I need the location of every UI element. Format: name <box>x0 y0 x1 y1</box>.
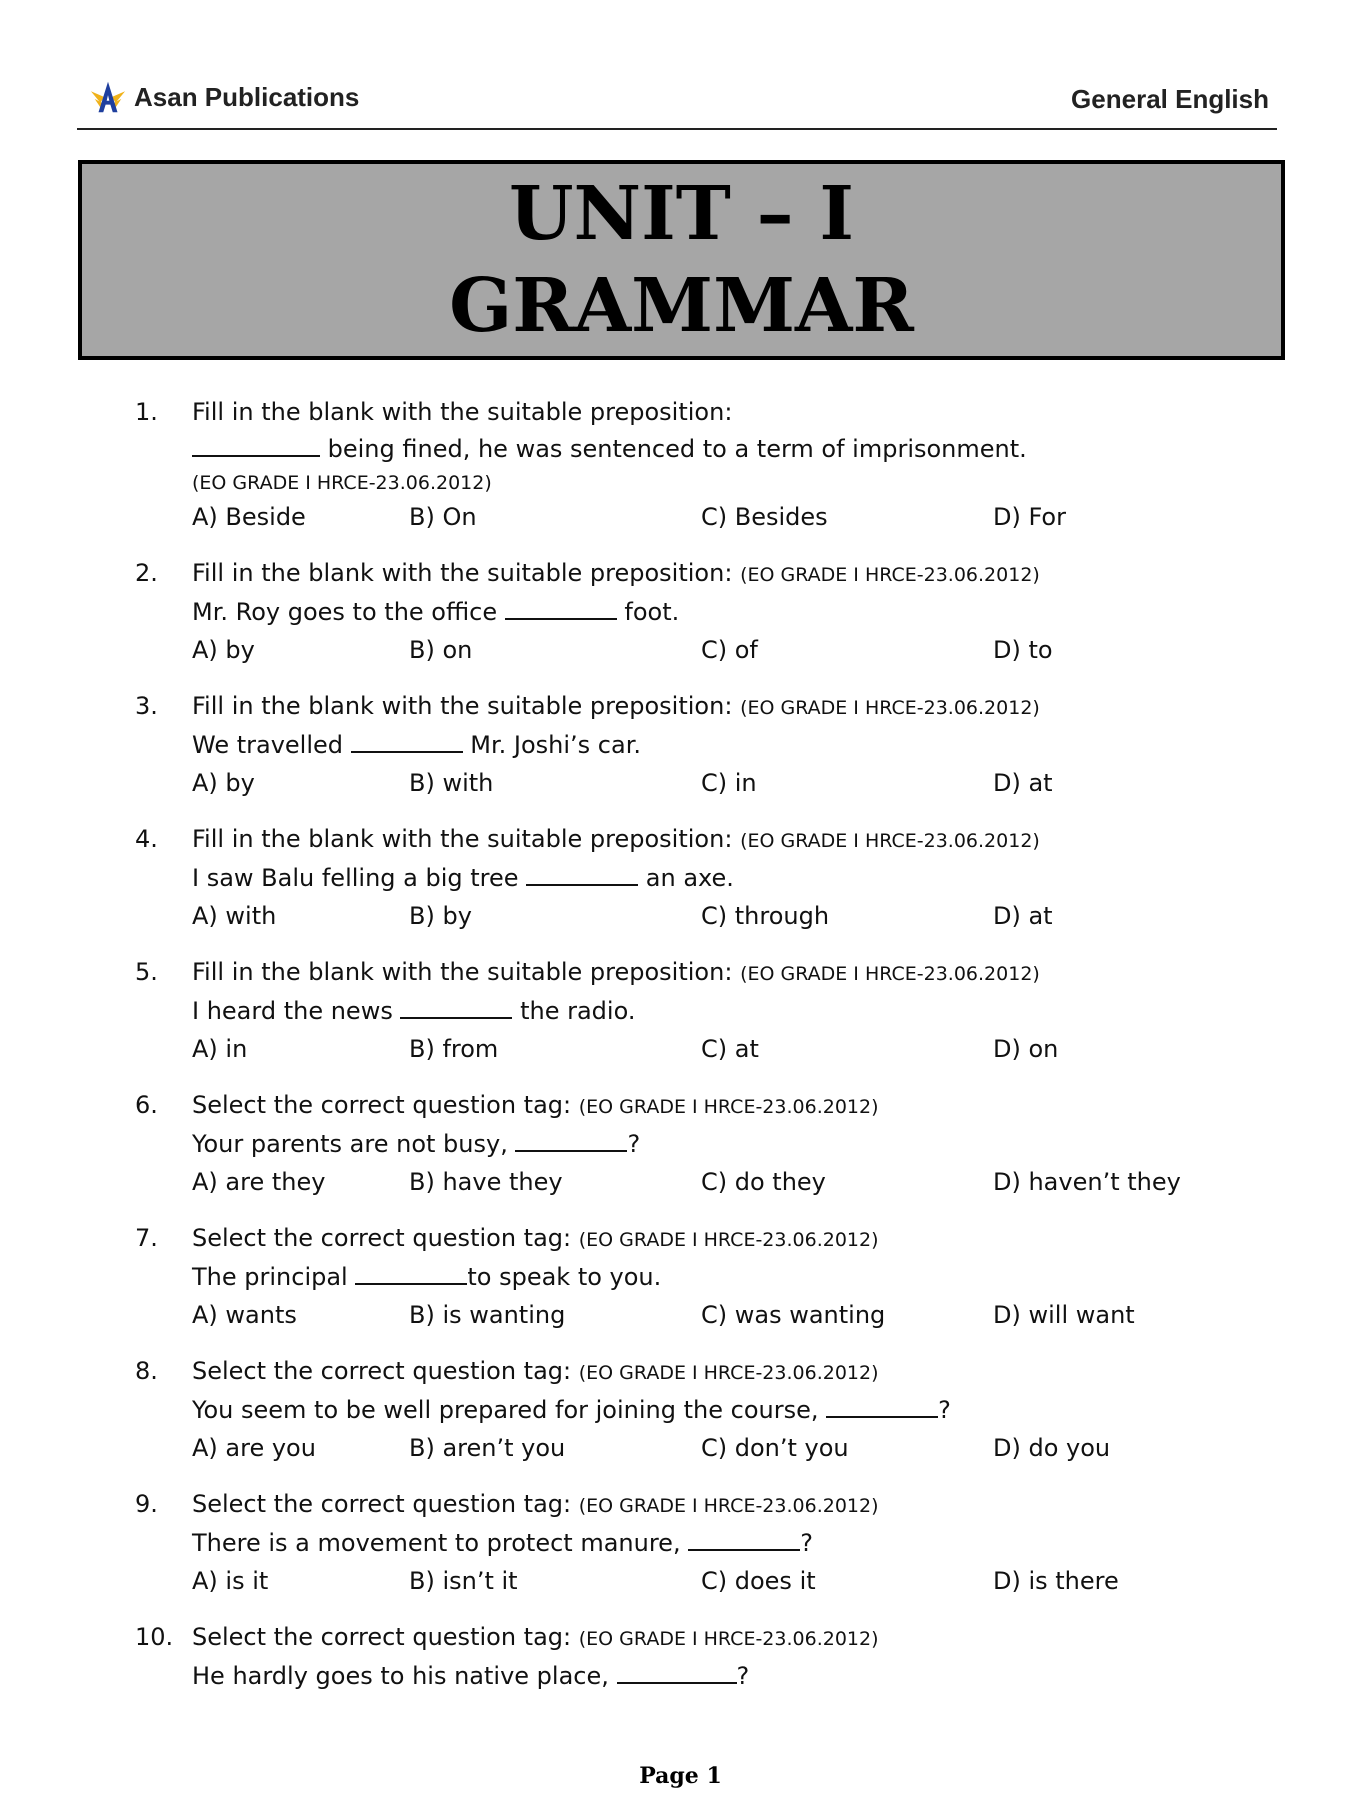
question-sentence <box>192 1259 1275 1296</box>
sentence-pre: We travelled <box>192 731 351 759</box>
sentence-blank <box>505 596 617 620</box>
question-instruction <box>192 1220 1275 1259</box>
question-number: 1. <box>135 398 158 426</box>
question-number: 2. <box>135 559 158 587</box>
question-item <box>135 1220 1275 1334</box>
options-row <box>192 1163 1275 1201</box>
question-instruction <box>192 1087 1275 1126</box>
option-b: B) with <box>409 769 494 797</box>
instruction-text: Select the correct question tag: <box>192 1224 572 1252</box>
option-c: C) Besides <box>701 503 828 531</box>
sentence-pre: He hardly goes to his native place, <box>192 1662 617 1690</box>
option-a: A) Beside <box>192 503 306 531</box>
sentence-blank <box>400 995 512 1019</box>
options-row <box>192 1030 1275 1068</box>
options-row <box>192 1562 1275 1600</box>
question-sentence <box>192 1392 1275 1429</box>
question-instruction <box>192 821 1275 860</box>
sentence-pre: Mr. Roy goes to the office <box>192 598 505 626</box>
option-c: C) at <box>701 1035 759 1063</box>
question-sentence <box>192 1658 1275 1695</box>
question-item <box>135 1353 1275 1467</box>
question-source: (EO GRADE I HRCE-23.06.2012) <box>578 1495 879 1517</box>
sentence-post: to speak to you. <box>467 1263 662 1291</box>
option-d: D) do you <box>993 1434 1111 1462</box>
question-item <box>135 821 1275 935</box>
question-source: (EO GRADE I HRCE-23.06.2012) <box>192 472 492 494</box>
sentence-blank <box>355 1261 467 1285</box>
brand <box>89 78 359 116</box>
option-a: A) by <box>192 636 255 664</box>
sentence-post: foot. <box>616 598 680 626</box>
option-a: A) are they <box>192 1168 326 1196</box>
subject-title: General English <box>1071 84 1269 114</box>
sentence-pre: I heard the news <box>192 997 401 1025</box>
options-row <box>192 1429 1275 1467</box>
question-sentence <box>192 1126 1275 1163</box>
sentence-post: an axe. <box>638 864 734 892</box>
question-instruction <box>192 555 1275 594</box>
option-d: D) is there <box>993 1567 1119 1595</box>
option-b: B) on <box>409 636 473 664</box>
sentence-pre: I saw Balu felling a big tree <box>192 864 527 892</box>
option-d: D) to <box>993 636 1053 664</box>
question-instruction <box>192 1486 1275 1525</box>
option-a: A) is it <box>192 1567 269 1595</box>
question-instruction <box>192 1353 1275 1392</box>
question-number: 7. <box>135 1224 158 1252</box>
question-number: 5. <box>135 958 158 986</box>
unit-topic: GRAMMAR <box>449 263 914 349</box>
question-source: (EO GRADE I HRCE-23.06.2012) <box>578 1096 879 1118</box>
instruction-text: Select the correct question tag: <box>192 1091 572 1119</box>
question-source: (EO GRADE I HRCE-23.06.2012) <box>740 697 1040 719</box>
option-a: A) wants <box>192 1301 297 1329</box>
option-b: B) is wanting <box>409 1301 566 1329</box>
instruction-text: Select the correct question tag: <box>192 1623 572 1651</box>
option-a: A) by <box>192 769 255 797</box>
option-a: A) are you <box>192 1434 316 1462</box>
question-source: (EO GRADE I HRCE-23.06.2012) <box>578 1229 879 1251</box>
option-c: C) does it <box>701 1567 816 1595</box>
options-row <box>192 1296 1275 1334</box>
question-instruction <box>192 394 1275 431</box>
sentence-post: Mr. Joshi’s car. <box>462 731 641 759</box>
question-source: (EO GRADE I HRCE-23.06.2012) <box>578 1628 879 1650</box>
option-c: C) in <box>701 769 757 797</box>
sentence-post: the radio. <box>512 997 636 1025</box>
question-sentence <box>192 993 1275 1030</box>
page-number: Page 1 <box>639 1763 722 1789</box>
sentence-post: ? <box>938 1396 951 1424</box>
option-b: B) have they <box>409 1168 563 1196</box>
sentence-blank <box>617 1660 737 1684</box>
question-sentence <box>192 727 1275 764</box>
question-instruction <box>192 1619 1275 1658</box>
option-d: D) will want <box>993 1301 1135 1329</box>
option-b: B) from <box>409 1035 499 1063</box>
sentence-pre: There is a movement to protect manure, <box>192 1529 689 1557</box>
sentence-blank <box>826 1394 938 1418</box>
sentence-post: ? <box>627 1130 641 1158</box>
question-source: (EO GRADE I HRCE-23.06.2012) <box>740 830 1040 852</box>
sentence-blank <box>526 862 638 886</box>
question-source: (EO GRADE I HRCE-23.06.2012) <box>740 564 1040 586</box>
option-d: D) on <box>993 1035 1059 1063</box>
question-number: 8. <box>135 1357 158 1385</box>
question-item <box>135 1619 1275 1695</box>
instruction-text: Select the correct question tag: <box>192 1357 572 1385</box>
question-item <box>135 1486 1275 1600</box>
question-source: (EO GRADE I HRCE-23.06.2012) <box>740 963 1040 985</box>
sentence-post: ? <box>736 1662 750 1690</box>
option-d: D) For <box>993 503 1066 531</box>
option-b: B) by <box>409 902 472 930</box>
question-source: (EO GRADE I HRCE-23.06.2012) <box>578 1362 879 1384</box>
options-row <box>192 764 1275 802</box>
option-c: C) don’t you <box>701 1434 849 1462</box>
question-sentence <box>192 1525 1275 1562</box>
option-d: D) haven’t they <box>993 1168 1181 1196</box>
question-number: 10. <box>135 1623 174 1651</box>
question-item <box>135 394 1275 536</box>
question-number: 3. <box>135 692 158 720</box>
question-item <box>135 954 1275 1068</box>
sentence-blank <box>192 433 320 457</box>
sentence-pre: The principal <box>192 1263 356 1291</box>
option-b: B) isn’t it <box>409 1567 518 1595</box>
question-sentence <box>192 860 1275 897</box>
instruction-text: Fill in the blank with the suitable preposition: <box>192 958 733 986</box>
instruction-text: Fill in the blank with the suitable preposition: <box>192 559 733 587</box>
sentence-blank <box>515 1128 627 1152</box>
instruction-text: Select the correct question tag: <box>192 1490 572 1518</box>
option-c: C) of <box>701 636 758 664</box>
options-row <box>192 498 1275 536</box>
question-number: 9. <box>135 1490 158 1518</box>
question-sentence <box>192 594 1275 631</box>
option-b: B) aren’t you <box>409 1434 566 1462</box>
option-d: D) at <box>993 769 1053 797</box>
instruction-text: Fill in the blank with the suitable preposition: <box>192 398 733 426</box>
option-b: B) On <box>409 503 477 531</box>
question-instruction <box>192 688 1275 727</box>
question-number: 6. <box>135 1091 158 1119</box>
question-number: 4. <box>135 825 158 853</box>
sentence-pre: You seem to be well prepared for joining the course, <box>192 1396 827 1424</box>
option-c: C) through <box>701 902 830 930</box>
instruction-text: Fill in the blank with the suitable preposition: <box>192 825 733 853</box>
question-item <box>135 688 1275 802</box>
question-item <box>135 1087 1275 1201</box>
page-header <box>77 70 1277 130</box>
winged-a-logo-icon <box>89 78 127 116</box>
unit-number: UNIT – I <box>509 171 854 257</box>
option-c: C) was wanting <box>701 1301 886 1329</box>
option-c: C) do they <box>701 1168 826 1196</box>
options-row <box>192 897 1275 935</box>
sentence-pre: Your parents are not busy, <box>192 1130 516 1158</box>
sentence-post: ? <box>800 1529 813 1557</box>
option-d: D) at <box>993 902 1053 930</box>
sentence-blank <box>688 1527 800 1551</box>
unit-title-box <box>78 160 1285 360</box>
question-list <box>135 394 1275 1714</box>
brand-name: Asan Publications <box>134 81 360 112</box>
sentence-blank <box>351 729 463 753</box>
instruction-text: Fill in the blank with the suitable preposition: <box>192 692 733 720</box>
options-row <box>192 631 1275 669</box>
question-instruction <box>192 954 1275 993</box>
question-item <box>135 555 1275 669</box>
option-a: A) in <box>192 1035 248 1063</box>
sentence-post: being fined, he was sentenced to a term of imprisonment. <box>320 435 1027 463</box>
option-a: A) with <box>192 902 277 930</box>
question-sentence <box>192 431 1275 468</box>
